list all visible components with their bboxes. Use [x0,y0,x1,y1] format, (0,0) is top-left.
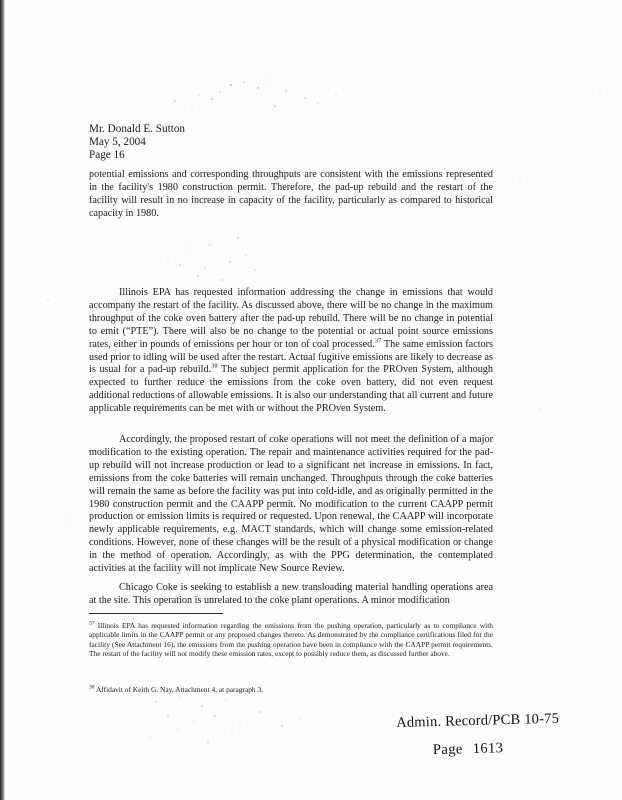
paragraph-emissions [89,287,493,416]
footnote-38 [89,685,493,694]
recipient-name: Mr. Donald E. Sutton [89,123,186,135]
footnote-37 [89,621,493,658]
paragraph-3-text: Accordingly, the proposed restart of coke operations will not meet the definition of a major modification to the existing operation. The repair and maintenance activities required for the pad-up rebuild will not increase production or lead to a significant net increase in emissions. In fact, emissions from the coke batteries will remain unchanged. Throughputs through the coke batteries will remain the same as before the facility was put into cold-idle, and as originally permitted in the 1980 construction permit and the CAAPP permit. No modification to the current CAAPP permit production or emission limits is required or requested. Upon renewal, the CAAPP will incorporate newly applicable requirements, e.g. MACT standards, which will change some emission-related conditions. However, none of these changes will be the result of a physical modification or change in the method of operation. Accordingly, as with the PPG determination, the contemplated activities at the facility will not implicate New Source Review. [89,434,493,575]
footnote-37-text: Illinois EPA has requested information regarding the emissions from the pushing operation, particularly as to compliance with applicable limits in the CAAPP permit or any proposed changes thereto. As demonstrated by the compliance certifications filed for the facility (See Attachment 16), the emissions from the pushing operation have been in compliance with the CAAPP permit requirements. The restart of the facility will not modify these emission rates, except to possibly reduce them, as discussed further above. [89,621,493,658]
paragraph-4-text: Chicago Coke is seeking to establish a new transloading material handling operations area at the site. This operation is unrelated to the coke plant operations. A minor modification [89,582,493,606]
record-page-word: Page [432,741,463,759]
paragraph-2-part-b: The same emission factors used prior to idling will be used after the restart. Actual fugitive emissions are likely to decrease as is usual for a pad-up rebuild. [89,338,493,376]
footnote-38-mark: 38 [89,684,95,691]
footnote-ref-38: 38 [211,363,218,371]
record-page-number: 1613 [472,740,504,758]
footnote-divider [89,613,223,614]
footnote-37-mark: 37 [89,620,95,627]
page-label: Page 16 [89,148,125,161]
paragraph-2-part-a: Illinois EPA has requested information addressing the change in emissions that would accompany the restart of the facility. As discussed above, there will be no change in the maximum throughput of the coke oven battery after the pad-up rebuild. There will be no change in potential to emit (“PTE”). There will also be no change to the potential or actual point source emissions rates, either in pounds of emissions per hour or ton of coal processed. [89,287,493,350]
paragraph-2-text [89,287,493,416]
footnote-38-text: Affidavit of Keith G. Nay, Attachment 4, at paragraph 3. [94,685,263,694]
paragraph-modification [89,434,493,576]
paragraph-continuation [89,169,493,221]
paragraph-2-part-c: The subject permit application for the PROven System, although expected to further reduce the emissions from the coke oven battery, did not even request additional reductions of allowable emissions. It is also our understanding that all current and future applicable requirements can be met with or without the PROven System. [89,364,493,415]
letter-header [89,123,185,161]
paragraph-transloading [89,582,493,608]
footnote-ref-37: 37 [374,337,382,345]
letter-date: May 5, 2004 [89,135,146,148]
admin-record-stamp [396,711,567,760]
admin-record-label: Admin. Record/PCB 10-75 [396,710,560,731]
paragraph-1-text: potential emissions and corresponding throughputs are consistent with the emissions represented in the facility's 1980 construction permit. Therefore, the pad-up rebuild and the restart of the facility will result in no increase in capacity of the facility, particularly as compared to historical capacity in 1980. [89,169,493,219]
